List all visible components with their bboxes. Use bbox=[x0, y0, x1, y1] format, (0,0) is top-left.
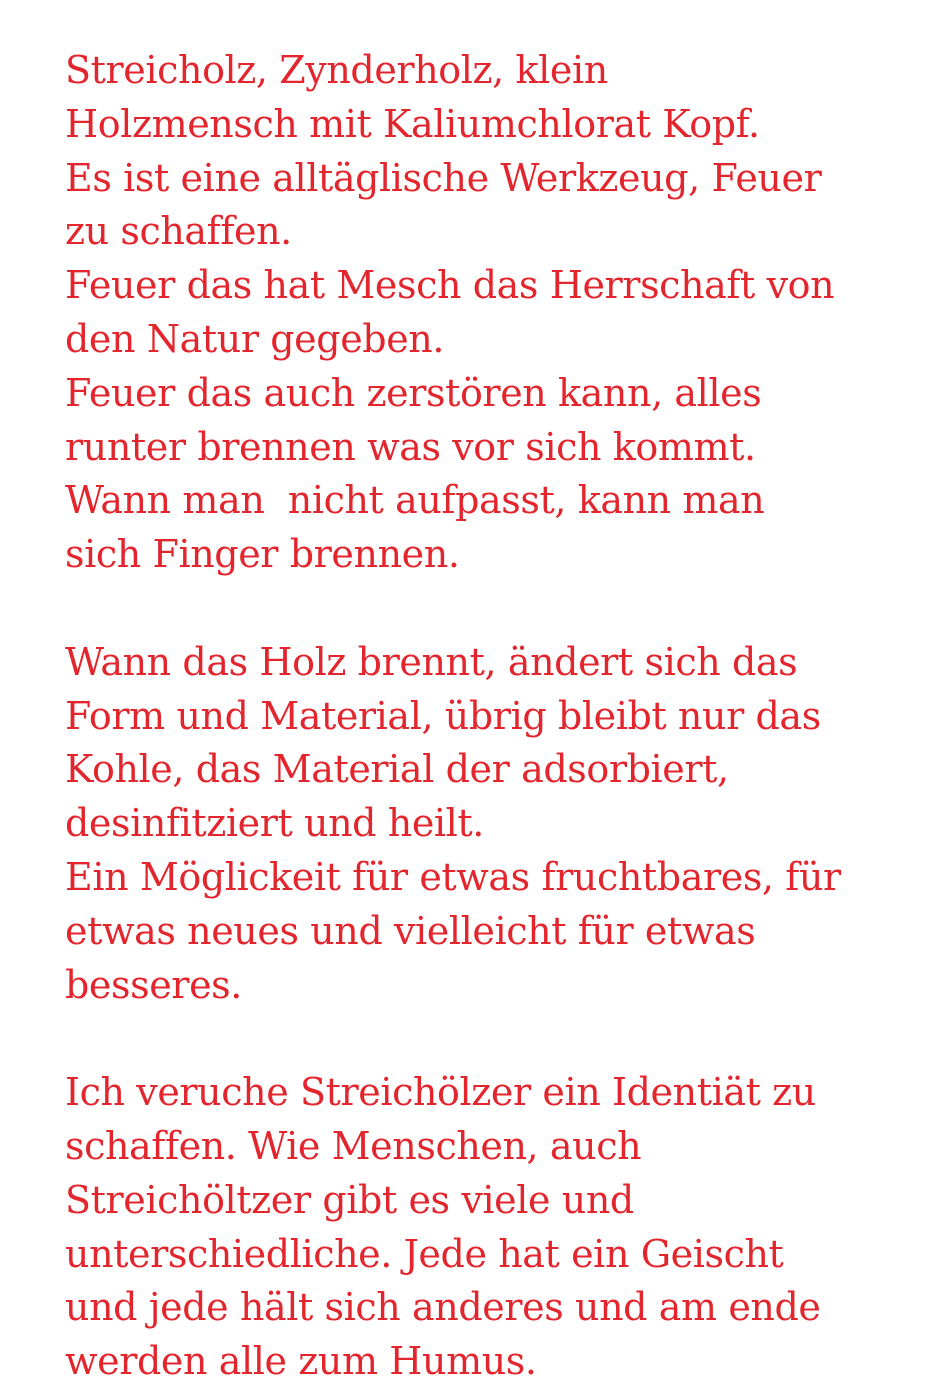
paragraph-gap bbox=[65, 1012, 915, 1066]
text-line: Streicholz, Zynderholz, klein bbox=[65, 48, 608, 92]
paragraph-gap bbox=[65, 582, 915, 636]
text-line: Ein Möglickeit für etwas fruchtbares, für bbox=[65, 854, 841, 899]
paragraph-1 bbox=[65, 44, 915, 582]
text-line: und jede hält sich anderes und am ende bbox=[65, 1285, 821, 1330]
text-line: runter brennen was vor sich kommt. bbox=[65, 424, 756, 469]
text-line: sich Finger brennen. bbox=[65, 532, 460, 577]
text-line: Wann man nicht aufpasst, kann man bbox=[65, 478, 765, 523]
text-line: Es ist eine alltäglische Werkzeug, Feuer bbox=[65, 155, 822, 200]
text-line: Ich veruche Streichölzer ein Identiät zu bbox=[65, 1070, 816, 1115]
text-line: Streichöltzer gibt es viele und bbox=[65, 1177, 634, 1222]
text-line: Feuer das hat Mesch das Herrschaft von bbox=[65, 263, 835, 308]
text-line: Wann das Holz brennt, ändert sich das bbox=[65, 639, 798, 684]
text-line: Feuer das auch zerstören kann, alles bbox=[65, 370, 762, 415]
text-line: Holzmensch mit Kaliumchlorat Kopf. bbox=[65, 101, 760, 146]
text-line: desinfitziert und heilt. bbox=[65, 801, 484, 846]
text-line: unterschiedliche. Jede hat ein Geischt bbox=[65, 1231, 784, 1276]
text-line: den Natur gegeben. bbox=[65, 316, 445, 361]
text-line: etwas neues und vielleicht für etwas bbox=[65, 908, 756, 953]
paragraph-2 bbox=[65, 636, 915, 1013]
text-line: Form und Material, übrig bleibt nur das bbox=[65, 693, 821, 738]
text-line: besseres. bbox=[65, 962, 242, 1007]
text-line: zu schaffen. bbox=[65, 209, 292, 254]
text-line: werden alle zum Humus. bbox=[65, 1339, 537, 1384]
text-line: schaffen. Wie Menschen, auch bbox=[65, 1123, 642, 1168]
text-line: Kohle, das Material der adsorbiert, bbox=[65, 747, 729, 792]
paragraph-3 bbox=[65, 1066, 915, 1389]
poem-text bbox=[65, 44, 915, 1389]
